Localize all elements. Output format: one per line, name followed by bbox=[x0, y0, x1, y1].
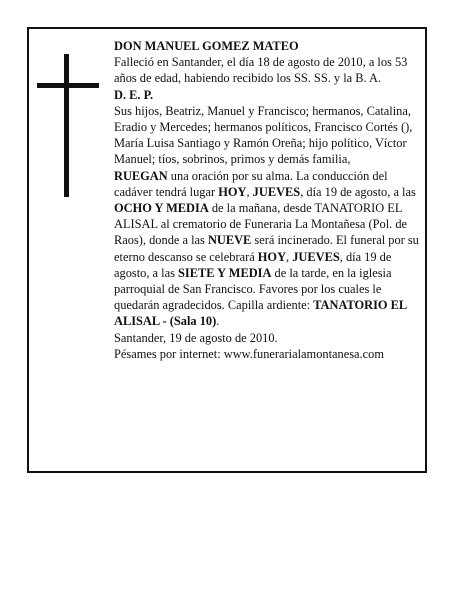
funeral-text-1: una oración por su alma. La conducción del cadáver tendrá lugar bbox=[114, 168, 388, 199]
funeral-text-5: será incinerado. El funeral por su eterno descanso se celebrará bbox=[114, 233, 419, 264]
deceased-name: DON MANUEL GOMEZ MATEO bbox=[114, 39, 299, 53]
funeral-text-4: de la mañana, desde TANATORIO EL ALISAL al crematorio de Funeraria La Montañesa (Pol. de Raos), donde a las bbox=[114, 201, 408, 248]
obituary-text bbox=[114, 38, 420, 362]
cross-icon bbox=[37, 54, 99, 197]
death-announcement: Falleció en Santander, el día 18 de agosto de 2010, a los 53 años de edad, habiendo recibido los SS. SS. y la B. A. bbox=[114, 55, 408, 86]
date-line: Santander, 19 de agosto de 2010. bbox=[114, 330, 278, 345]
funeral-text-3: , día 19 de agosto, a las bbox=[300, 184, 416, 199]
funeral-details bbox=[114, 168, 420, 330]
ruegan-word: RUEGAN bbox=[114, 168, 168, 183]
funeral-text-7: , día 19 de agosto, a las bbox=[114, 249, 392, 280]
hoy-word-1: HOY bbox=[218, 184, 247, 199]
jueves-word-2: JUEVES bbox=[292, 249, 340, 264]
hoy-word-2: HOY bbox=[257, 249, 287, 264]
funeral-text-2: , bbox=[246, 184, 253, 199]
funeral-text-9: . bbox=[216, 314, 220, 329]
funeral-text-8: de la tarde, en la iglesia parroquial de San Francisco. Favores por los cuales le quedarán agradecidos. Capilla ardiente: bbox=[114, 265, 392, 313]
cross-horizontal-bar bbox=[37, 83, 99, 88]
siete-y-media: SIETE Y MEDIA bbox=[178, 265, 272, 280]
condolences-line: Pésames por internet: www.funerarialamontanesa.com bbox=[114, 346, 384, 361]
jueves-word-1: JUEVES bbox=[252, 184, 301, 199]
nueve-word: NUEVE bbox=[207, 233, 252, 248]
family-list: Sus hijos, Beatriz, Manuel y Francisco; hermanos, Catalina, Eradio y Mercedes; hermanos políticos, Francisco Cortés (), María Luisa Santiago y Ramón Oreña; hijo político, Víctor Manuel; tíos, sobrinos, primos y demás familia, bbox=[114, 103, 413, 167]
funeral-text-6: , bbox=[286, 249, 293, 264]
ocho-y-media: OCHO Y MEDIA bbox=[114, 201, 209, 216]
cross-vertical-bar bbox=[64, 54, 69, 197]
dep-line: D. E. P. bbox=[114, 87, 154, 102]
capilla-location: TANATORIO EL ALISAL - (Sala 10) bbox=[114, 298, 407, 329]
